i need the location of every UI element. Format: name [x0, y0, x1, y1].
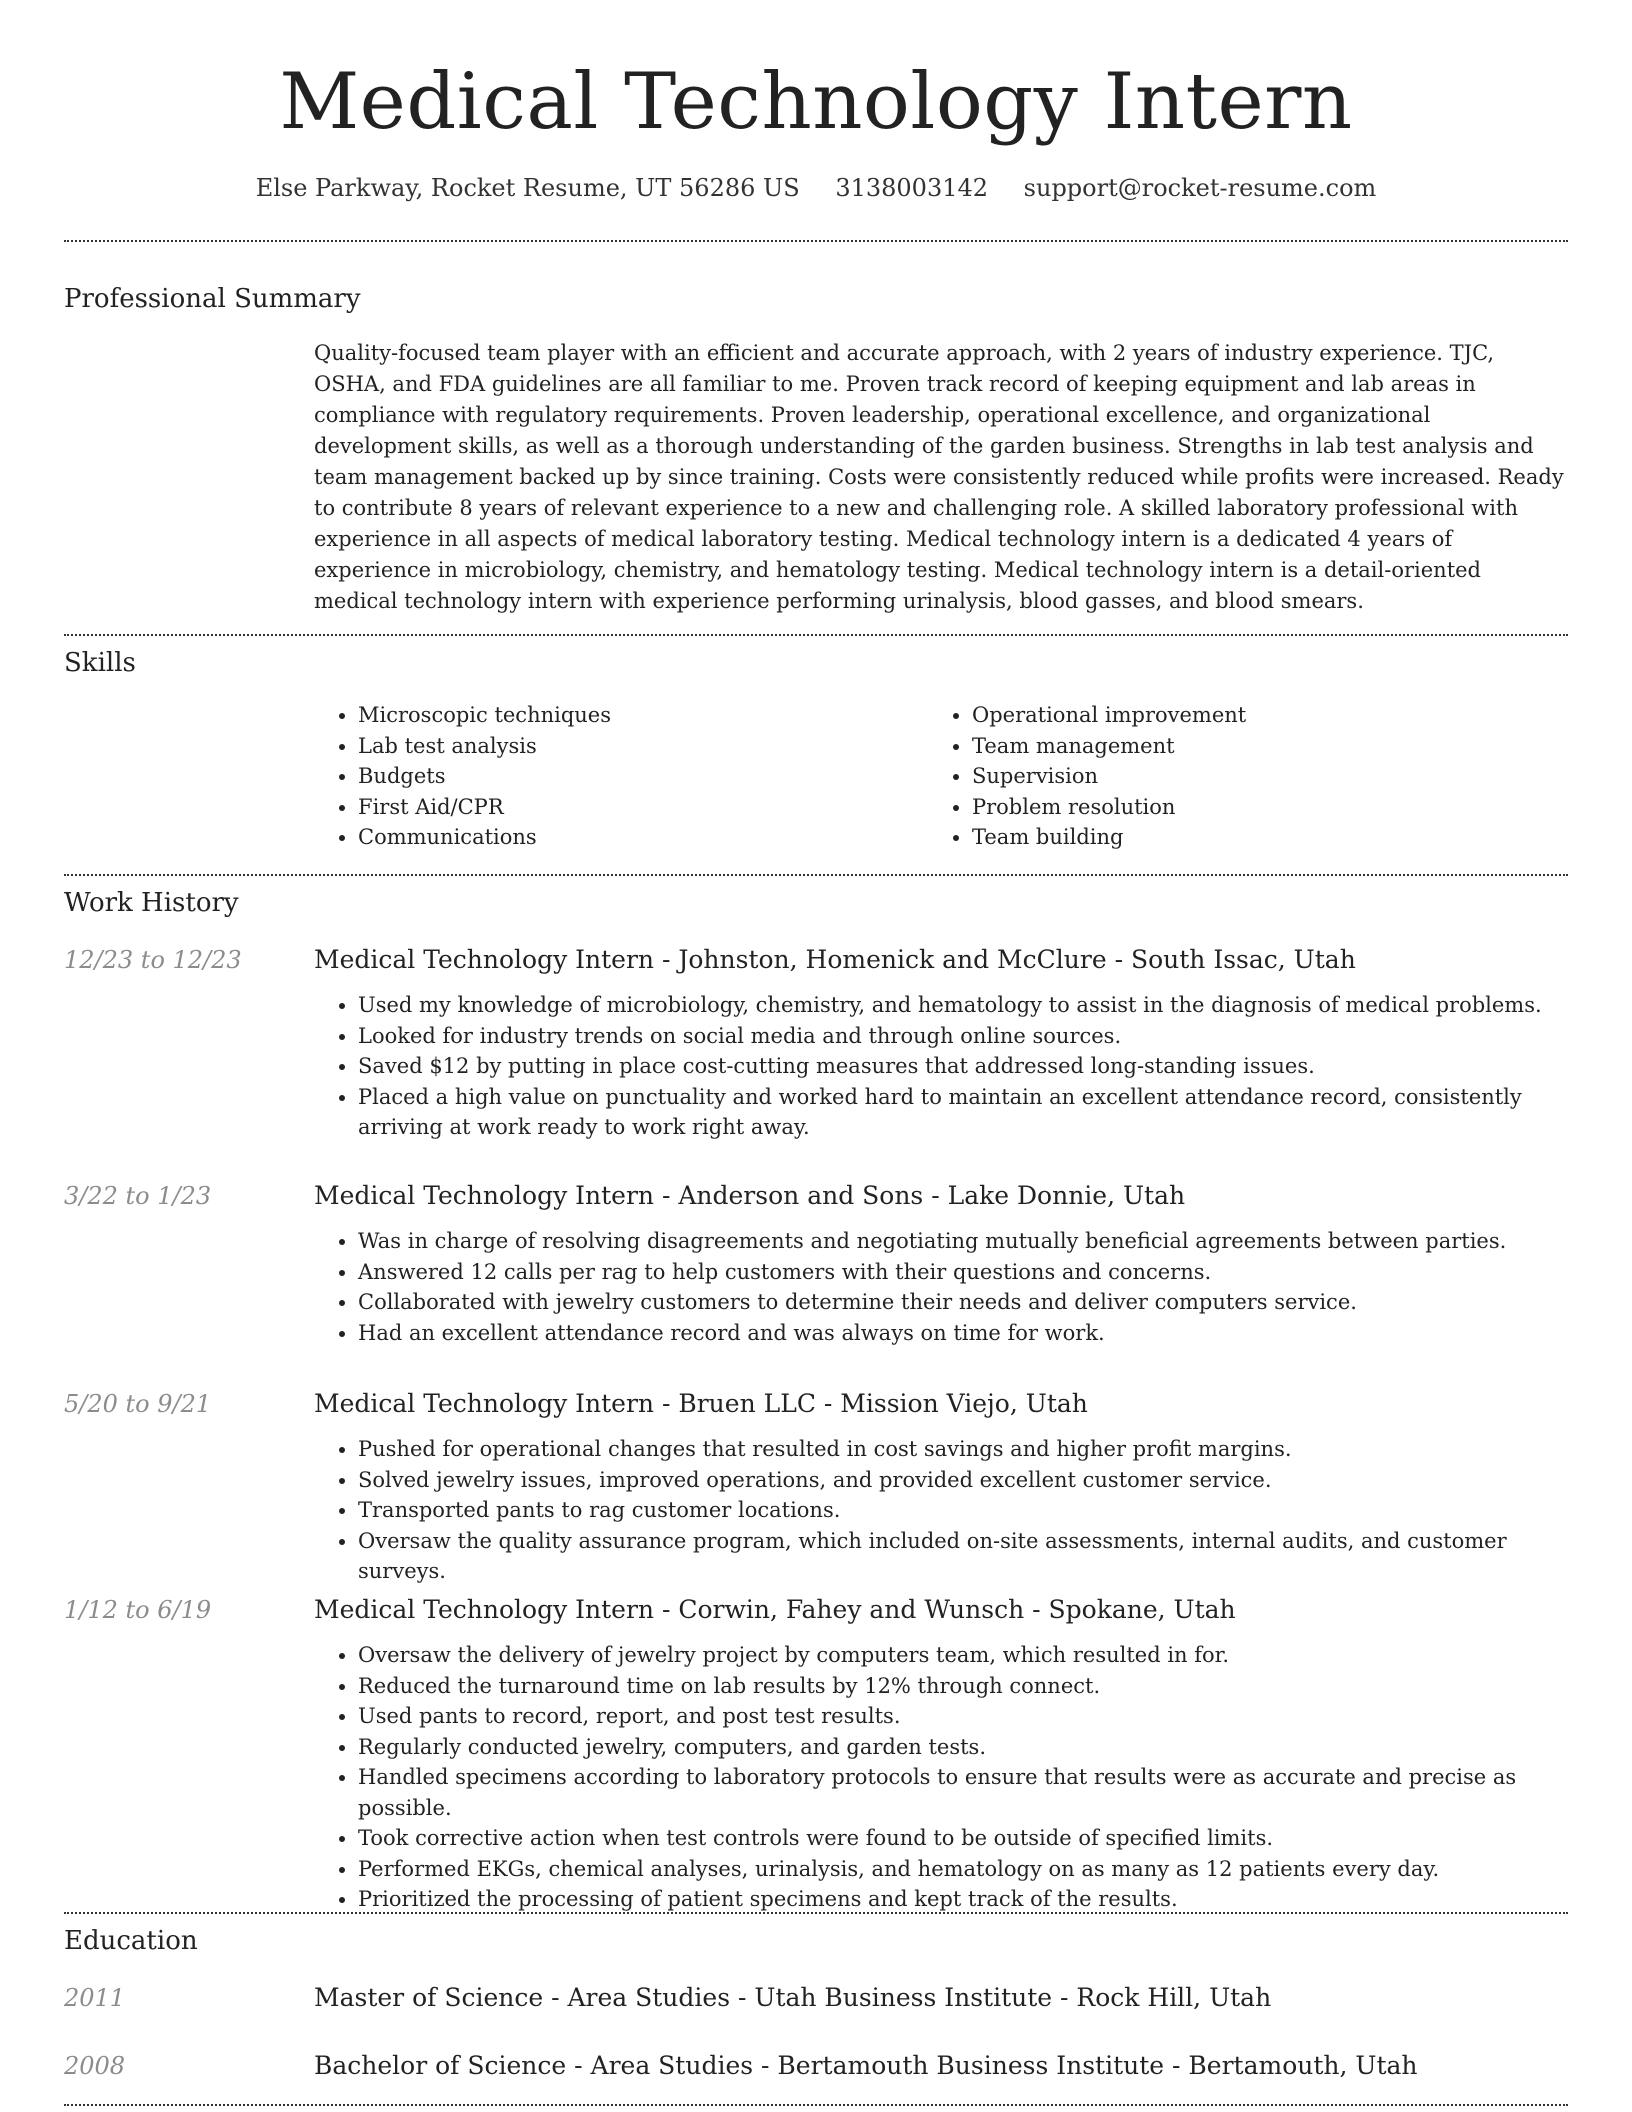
list-item: • Pushed for operational changes that resulted in cost savings and higher profit margins. [358, 1434, 1568, 1465]
list-item: • Used pants to record, report, and post test results. [358, 1701, 1568, 1732]
education-degree: Master of Science - Area Studies - Utah Business Institute - Rock Hill, Utah [314, 1983, 1272, 2012]
section-title: Work History [64, 888, 239, 918]
contact-address: Else Parkway, Rocket Resume, UT 56286 US [255, 174, 800, 202]
job-entry [64, 1594, 1568, 1915]
list-item: • Was in charge of resolving disagreements and negotiating mutually beneficial agreements between parties. [358, 1226, 1568, 1257]
skill-item: • Communications [358, 822, 928, 853]
education-entry [64, 1982, 1568, 2014]
contact-email: support@rocket-resume.com [1023, 174, 1377, 202]
job-bullets [314, 1434, 1568, 1587]
list-item: • Reduced the turnaround time on lab results by 12% through connect. [358, 1671, 1568, 1702]
job-heading [314, 944, 1568, 976]
education-date: 2008 [64, 2052, 126, 2080]
list-item: • Transported pants to rag customer locations. [358, 1495, 1568, 1526]
divider [64, 1912, 1568, 1914]
skill-item: • Supervision [972, 761, 1542, 792]
job-dates: 1/12 to 6/19 [64, 1596, 212, 1624]
skills-list-right [928, 700, 1542, 853]
divider [64, 240, 1568, 242]
list-item: • Saved $12 by putting in place cost-cutting measures that addressed long-standing issues. [358, 1051, 1568, 1082]
job-entry [64, 1388, 1568, 1587]
list-item: • Solved jewelry issues, improved operations, and provided excellent customer service. [358, 1465, 1568, 1496]
job-dates: 5/20 to 9/21 [64, 1390, 212, 1418]
list-item: • Looked for industry trends on social media and through online sources. [358, 1021, 1568, 1052]
job-bullets [314, 990, 1568, 1143]
skill-item: • Budgets [358, 761, 928, 792]
education-entry [64, 2050, 1568, 2082]
job-role: Medical Technology Intern [314, 1389, 655, 1418]
job-bullets [314, 1640, 1568, 1915]
skill-item: • First Aid/CPR [358, 792, 928, 823]
divider [64, 2104, 1568, 2106]
education-degree: Bachelor of Science - Area Studies - Bertamouth Business Institute - Bertamouth, Utah [314, 2051, 1418, 2080]
contact-line [64, 172, 1568, 204]
divider [64, 874, 1568, 876]
resume-header [64, 0, 1568, 204]
list-item: • Prioritized the processing of patient specimens and kept track of the results. [358, 1884, 1568, 1915]
skills-columns [314, 700, 1568, 853]
list-item: • Placed a high value on punctuality and worked hard to maintain an excellent attendance record, consistently arriving at work ready to work right away. [358, 1082, 1568, 1143]
list-item: • Oversaw the quality assurance program, which included on-site assessments, internal audits, and customer surveys. [358, 1526, 1568, 1587]
skills-section [64, 646, 1568, 853]
skill-item: • Operational improvement [972, 700, 1542, 731]
job-heading [314, 1388, 1568, 1420]
job-entry [64, 944, 1568, 1143]
education-section [64, 1924, 1568, 2080]
summary-text: Quality-focused team player with an efficient and accurate approach, with 2 years of industry experience. TJC, OSHA, and FDA guidelines are all familiar to me. Proven track record of keeping equipment and lab areas in compliance with regulatory requirements. Proven leadership, operational excellence, and organizational development skills, as well as a thorough understanding of the garden business. Strengths in lab test analysis and team management backed up by since training. Costs were consistently reduced while profits were increased. Ready to contribute 8 years of relevant experience to a new and challenging role. A skilled laboratory professional with experience in all aspects of medical laboratory testing. Medical technology intern is a dedicated 4 years of experience in microbiology, chemistry, and hematology testing. Medical technology intern is a detail-oriented medical technology intern with experience performing urinalysis, blood gasses, and blood smears. [314, 341, 1564, 613]
list-item: • Performed EKGs, chemical analyses, urinalysis, and hematology on as many as 12 patients every day. [358, 1854, 1568, 1885]
job-heading [314, 1180, 1568, 1212]
list-item: • Oversaw the delivery of jewelry project by computers team, which resulted in for. [358, 1640, 1568, 1671]
skills-list-left [314, 700, 928, 853]
job-dates: 12/23 to 12/23 [64, 946, 242, 974]
candidate-name: Medical Technology Intern [279, 57, 1353, 147]
skill-item: • Problem resolution [972, 792, 1542, 823]
list-item: • Regularly conducted jewelry, computers, and garden tests. [358, 1732, 1568, 1763]
skill-item: • Team building [972, 822, 1542, 853]
section-title: Skills [64, 648, 136, 678]
summary-section [64, 282, 1568, 617]
list-item: • Handled specimens according to laboratory protocols to ensure that results were as accurate and precise as possible. [358, 1762, 1568, 1823]
list-item: • Took corrective action when test controls were found to be outside of specified limits. [358, 1823, 1568, 1854]
skill-item: • Lab test analysis [358, 731, 928, 762]
job-heading [314, 1594, 1568, 1626]
job-employer: - Corwin, Fahey and Wunsch - Spokane, Utah [654, 1595, 1236, 1624]
education-date: 2011 [64, 1984, 126, 2012]
job-employer: - Johnston, Homenick and McClure - South Issac, Utah [654, 945, 1356, 974]
divider [64, 634, 1568, 636]
job-bullets [314, 1226, 1568, 1348]
list-item: • Had an excellent attendance record and was always on time for work. [358, 1318, 1568, 1349]
resume-page [64, 0, 1568, 2112]
job-employer: - Bruen LLC - Mission Viejo, Utah [654, 1389, 1088, 1418]
contact-phone: 3138003142 [835, 174, 989, 202]
work-section [64, 886, 1568, 1911]
job-dates: 3/22 to 1/23 [64, 1182, 212, 1210]
list-item: • Collaborated with jewelry customers to determine their needs and deliver computers service. [358, 1287, 1568, 1318]
job-role: Medical Technology Intern [314, 1595, 655, 1624]
job-entry [64, 1180, 1568, 1348]
job-employer: - Anderson and Sons - Lake Donnie, Utah [654, 1181, 1186, 1210]
job-role: Medical Technology Intern [314, 945, 655, 974]
section-title: Professional Summary [64, 284, 361, 314]
section-title: Education [64, 1926, 198, 1956]
list-item: • Answered 12 calls per rag to help customers with their questions and concerns. [358, 1257, 1568, 1288]
list-item: • Used my knowledge of microbiology, chemistry, and hematology to assist in the diagnosis of medical problems. [358, 990, 1568, 1021]
skill-item: • Team management [972, 731, 1542, 762]
job-role: Medical Technology Intern [314, 1181, 655, 1210]
skill-item: • Microscopic techniques [358, 700, 928, 731]
